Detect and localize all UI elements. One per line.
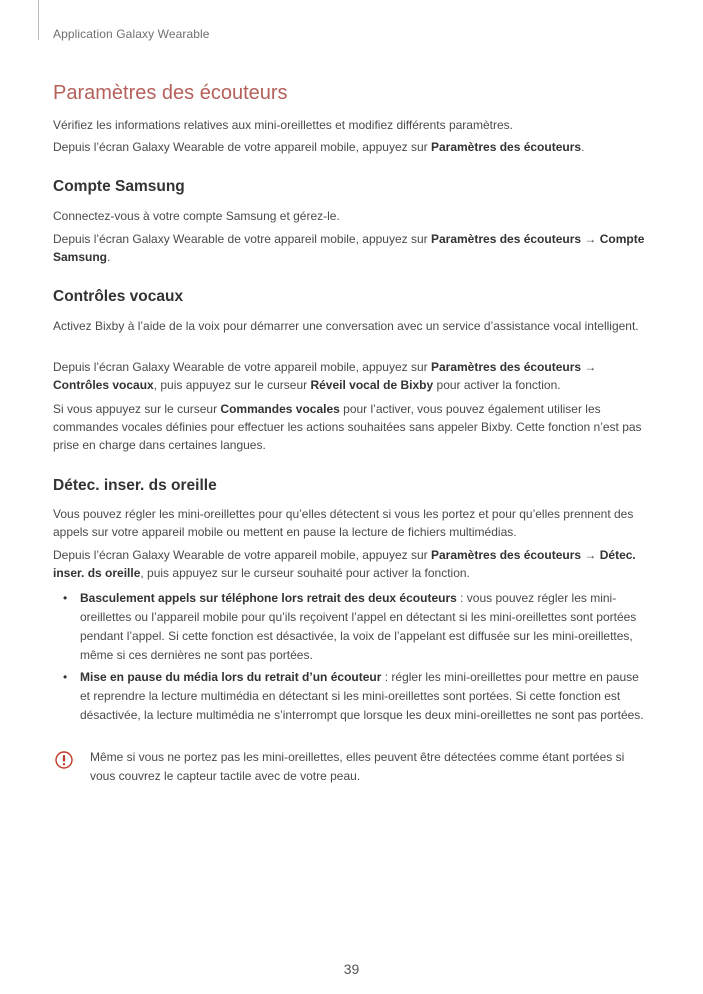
section-title-compte-samsung: Compte Samsung [53, 178, 185, 195]
bold-term: Compte Samsung [53, 232, 645, 264]
intro-paragraph-2: Depuis l’écran Galaxy Wearable de votre appareil mobile, appuyez sur Paramètres des écouteurs. [53, 140, 585, 154]
section-paragraph: Connectez-vous à votre compte Samsung et gérez-le. [53, 209, 340, 223]
bullet-marker: • [63, 670, 68, 684]
section-paragraph: Depuis l’écran Galaxy Wearable de votre appareil mobile, appuyez sur Paramètres des écouteurs → Compte Samsung. [53, 232, 645, 264]
bold-term: Détec. inser. ds oreille [53, 548, 636, 580]
section-paragraph: Depuis l’écran Galaxy Wearable de votre appareil mobile, appuyez sur Paramètres des écouteurs → Contrôles vocaux, puis appuyez sur le curseur Réveil vocal de Bixby pour activer la fonction. [53, 360, 597, 392]
bold-term: Mise en pause du média lors du retrait d’un écouteur [80, 670, 382, 684]
bold-term: Paramètres des écouteurs [430, 548, 582, 562]
section-paragraph: Activez Bixby à l’aide de la voix pour démarrer une conversation avec un service d’assistance vocal intelligent. [53, 319, 639, 333]
bullet-item: Basculement appels sur téléphone lors retrait des deux écouteurs : vous pouvez régler les mini-oreillettes ou l’appareil mobile pour qu’ils reçoivent l’appel en détectant si les mini-oreillettes sont portées pendant l’appel. Si cette fonction est désactivée, la voix de l’appelant est diffusée sur les mini-oreillettes, même si ces dernières ne sont pas portées. [80, 591, 637, 662]
bold-term: Basculement appels sur téléphone lors retrait des deux écouteurs [80, 591, 457, 605]
intro-paragraph-1: Vérifiez les informations relatives aux mini-oreillettes et modifiez différents paramètres. [53, 118, 513, 132]
section-paragraph: Vous pouvez régler les mini-oreillettes pour qu’elles détectent si vous les portez et pour qu’elles prennent des appels sur votre appareil mobile ou mettent en pause la lecture de fichiers multimédias. [53, 507, 634, 539]
section-paragraph: Depuis l’écran Galaxy Wearable de votre appareil mobile, appuyez sur Paramètres des écouteurs → Détec. inser. ds oreille, puis appuyez sur le curseur souhaité pour activer la fonction. [53, 548, 636, 580]
page-number: 39 [343, 961, 360, 977]
running-header: Application Galaxy Wearable [53, 27, 210, 41]
caution-icon [55, 751, 73, 769]
bullet-item: Mise en pause du média lors du retrait d’un écouteur : régler les mini-oreillettes pour mettre en pause et reprendre la lecture multimédia en détectant si les mini-oreillettes sont portées. Si cette fonction est désactivée, la lecture multimédia ne s’interrompt que lorsque les deux mini-oreillettes ne sont pas portées. [80, 670, 644, 722]
section-title-detection-oreille: Détec. inser. ds oreille [53, 477, 217, 494]
bold-term: Réveil vocal de Bixby [310, 378, 434, 392]
bold-term: Contrôles vocaux [53, 378, 154, 392]
bold-term: Paramètres des écouteurs [430, 360, 582, 374]
bold-term: Paramètres des écouteurs [430, 140, 582, 154]
bold-term: Paramètres des écouteurs [430, 232, 582, 246]
bullet-marker: • [63, 591, 68, 605]
section-title-controles-vocaux: Contrôles vocaux [53, 288, 184, 305]
header-divider [38, 0, 39, 40]
caution-note: Même si vous ne portez pas les mini-oreillettes, elles peuvent être détectées comme étant portées si vous couvrez le capteur tactile avec de votre peau. [90, 750, 625, 783]
bold-term: Commandes vocales [220, 402, 340, 416]
page-title: Paramètres des écouteurs [53, 82, 288, 104]
section-paragraph: Si vous appuyez sur le curseur Commandes vocales pour l’activer, vous pouvez également utiliser les commandes vocales définies pour effectuer les actions souhaitées sans appeler Bixby. Cette fonction n’est pas prise en charge dans certaines langues. [53, 402, 642, 452]
